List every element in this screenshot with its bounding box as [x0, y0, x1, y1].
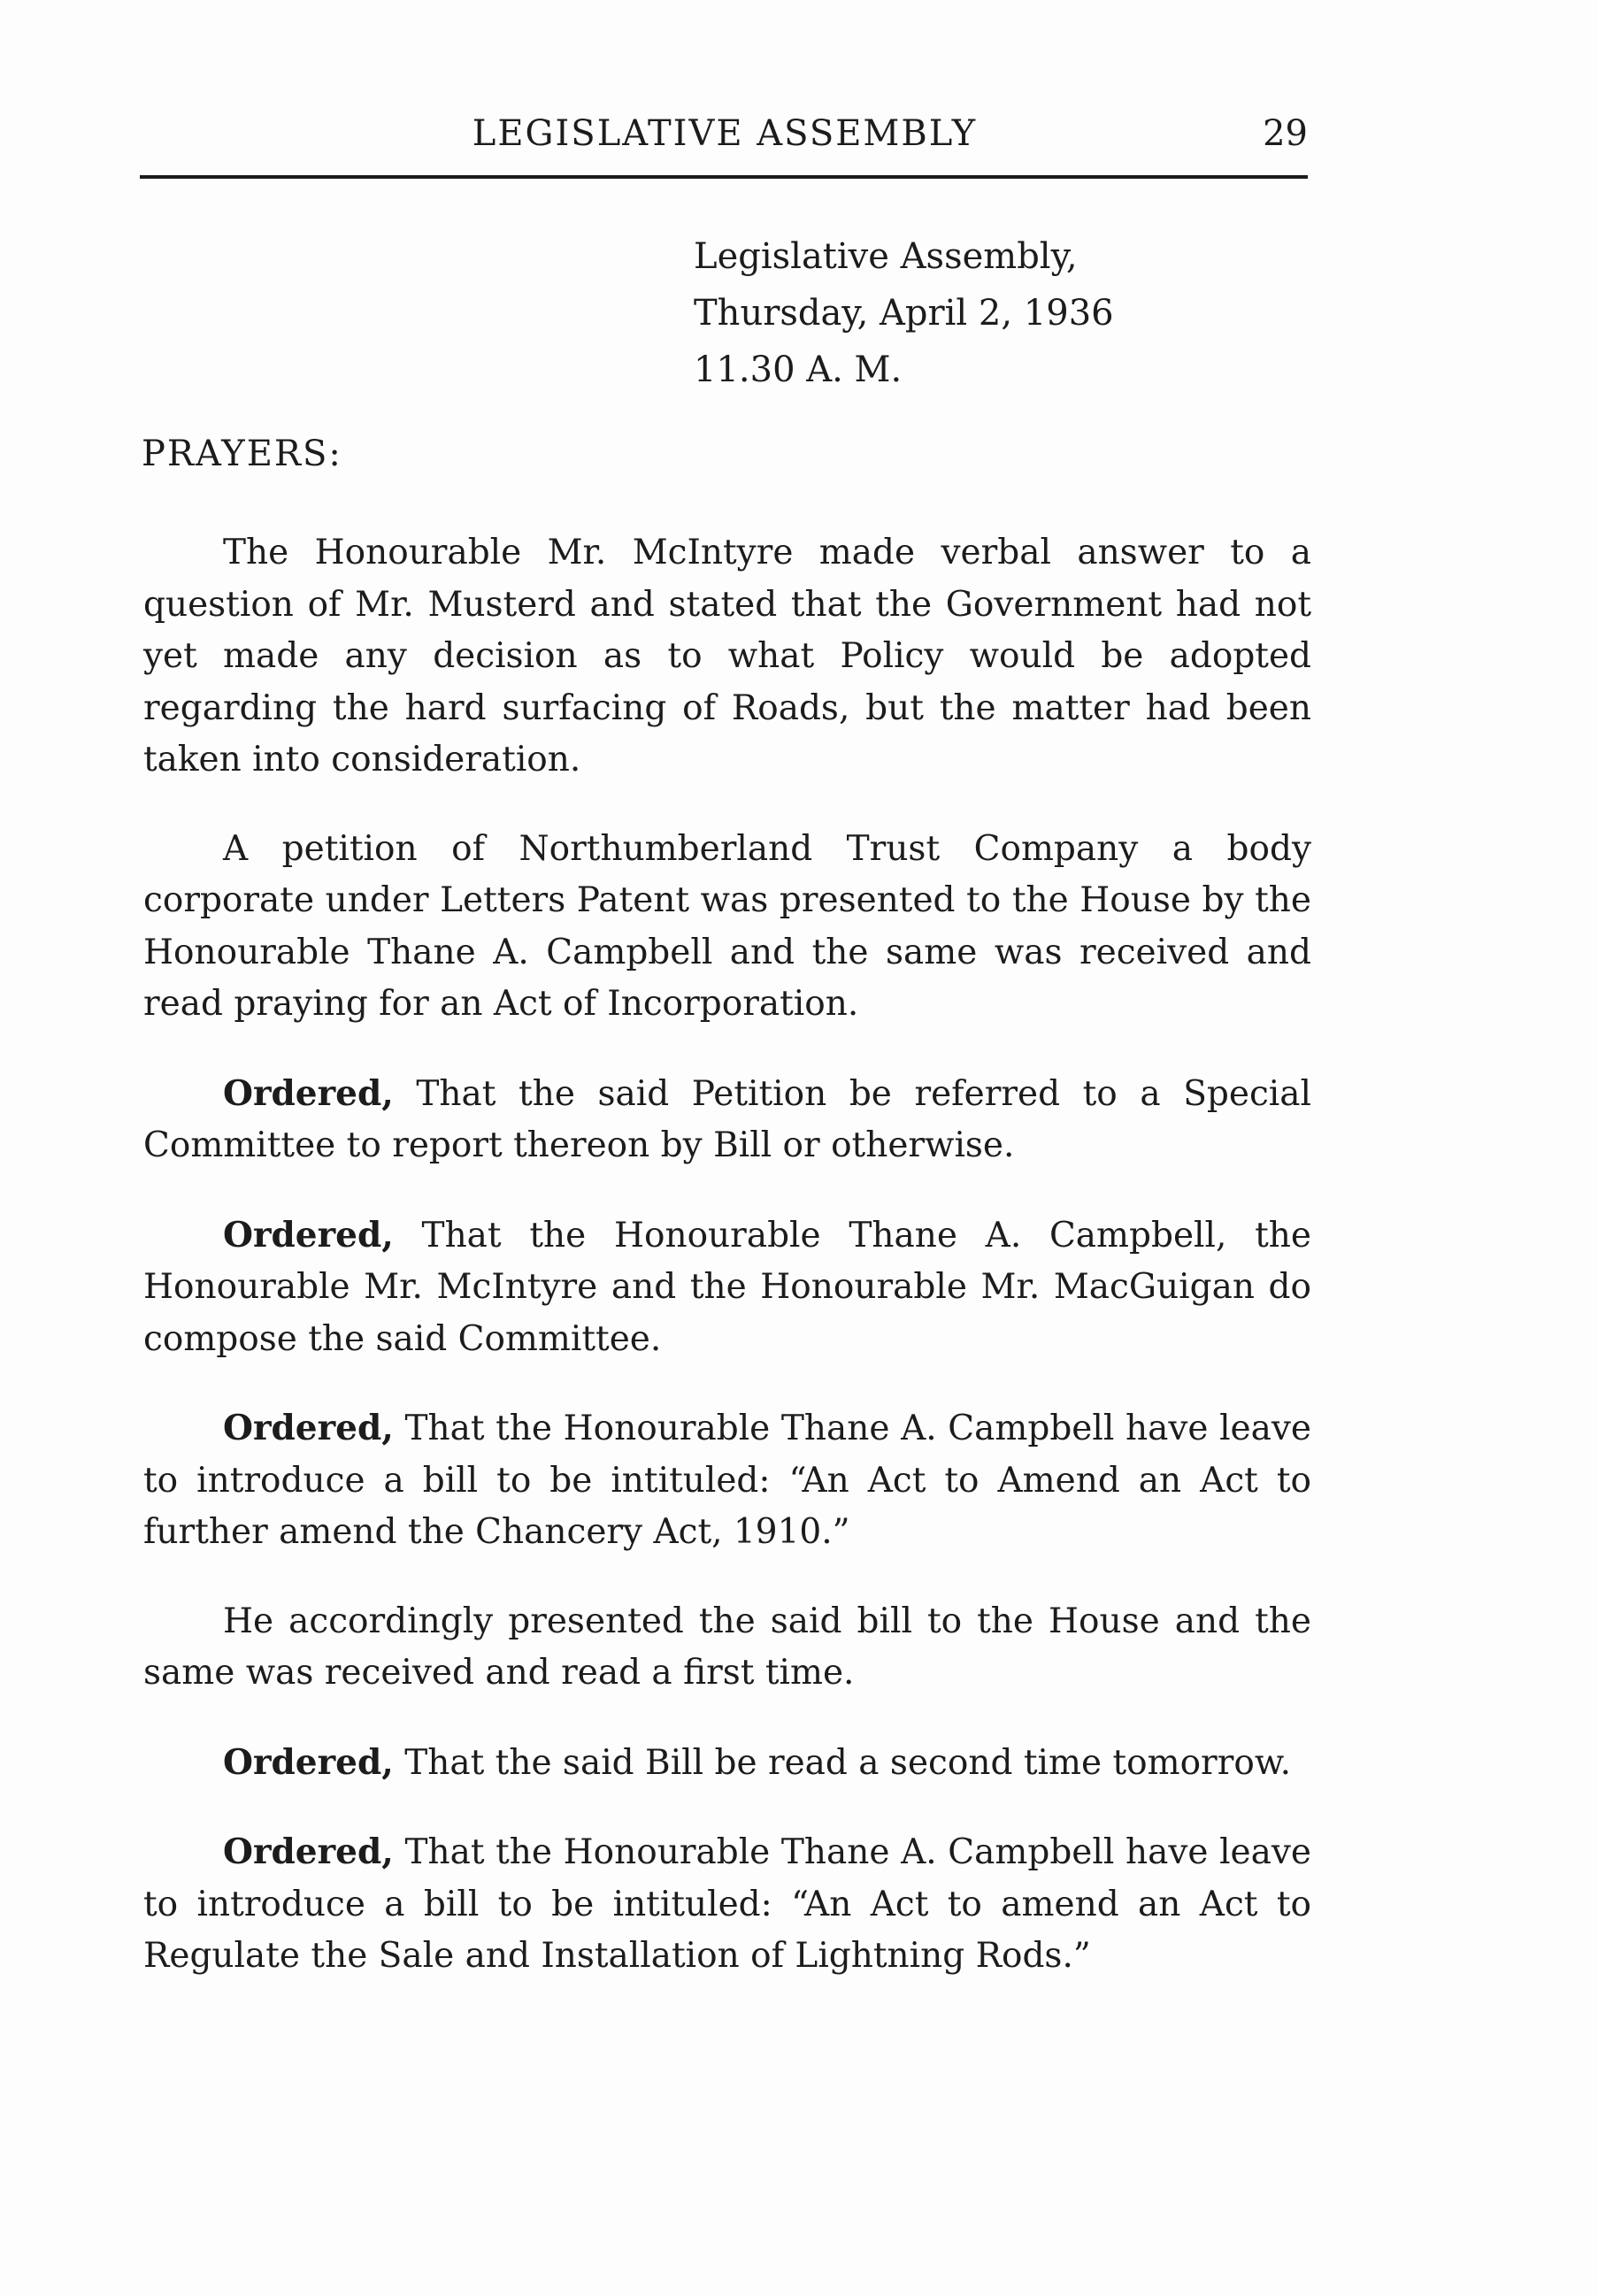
paragraph-bill-first-reading [143, 1596, 1311, 1700]
paragraph-order-lightning-rods-bill [143, 1826, 1311, 1983]
minutes-body [143, 527, 1311, 2020]
paragraph-text: That the Honourable Thane A. Campbell have leave to introduce a bill to be intituled: “An Act to Amend an Act to further amend the Chancery Act, 1910.” [143, 1409, 1311, 1552]
paragraph-order-second-reading [143, 1737, 1311, 1790]
header-rule [140, 175, 1308, 179]
paragraph-order-chancery-bill [143, 1402, 1311, 1559]
ordered-lead: Ordered, [223, 1831, 394, 1872]
paragraph-text: The Honourable Mr. McIntyre made verbal answer to a question of Mr. Musterd and stated that the Government had not yet made any decision as to what Policy would be adopted regarding the hard surfacing of Roads, but the matter had been taken into consideration. [143, 533, 1311, 779]
paragraph-order-committee [143, 1209, 1311, 1366]
running-header [142, 108, 1308, 179]
ordered-lead: Ordered, [223, 1072, 394, 1114]
paragraph-text: A petition of Northumberland Trust Company a body corporate under Letters Patent was presented to the House by the Honourable Thane A. Campbell and the same was received and read praying for an Act of Incorporation. [143, 828, 1311, 1024]
paragraph-text: That the said Bill be read a second time tomorrow. [393, 1742, 1291, 1783]
paragraph-text: That the Honourable Thane A. Campbell, the Honourable Mr. McIntyre and the Honourable Mr. MacGuigan do compose the said Committee. [143, 1215, 1311, 1359]
dateline-date: Thursday, April 2, 1936 [694, 293, 1114, 334]
running-title: LEGISLATIVE ASSEMBLY [472, 113, 978, 154]
paragraph-text: That the said Petition be referred to a Special Committee to report thereon by Bill or otherwise. [143, 1073, 1311, 1165]
section-heading-prayers: PRAYERS: [142, 434, 342, 474]
dateline [694, 228, 1114, 398]
dateline-time: 11.30 A. M. [694, 349, 903, 390]
ordered-lead: Ordered, [223, 1214, 394, 1256]
paragraph-text: He accordingly presented the said bill to the House and the same was received and read a first time. [143, 1601, 1311, 1693]
paragraph-order-referral [143, 1068, 1311, 1172]
dateline-body: Legislative Assembly, [694, 236, 1078, 277]
ordered-lead: Ordered, [223, 1741, 394, 1783]
paragraph-verbal-answer [143, 527, 1311, 787]
ordered-lead: Ordered, [223, 1408, 394, 1448]
paragraph-text: That the Honourable Thane A. Campbell have leave to introduce a bill to be intituled: “An Act to amend an Act to Regulate the Sale and Installation of Lightning Rods.” [143, 1832, 1311, 1976]
paragraph-petition [143, 824, 1311, 1031]
page-number: 29 [1263, 113, 1308, 154]
